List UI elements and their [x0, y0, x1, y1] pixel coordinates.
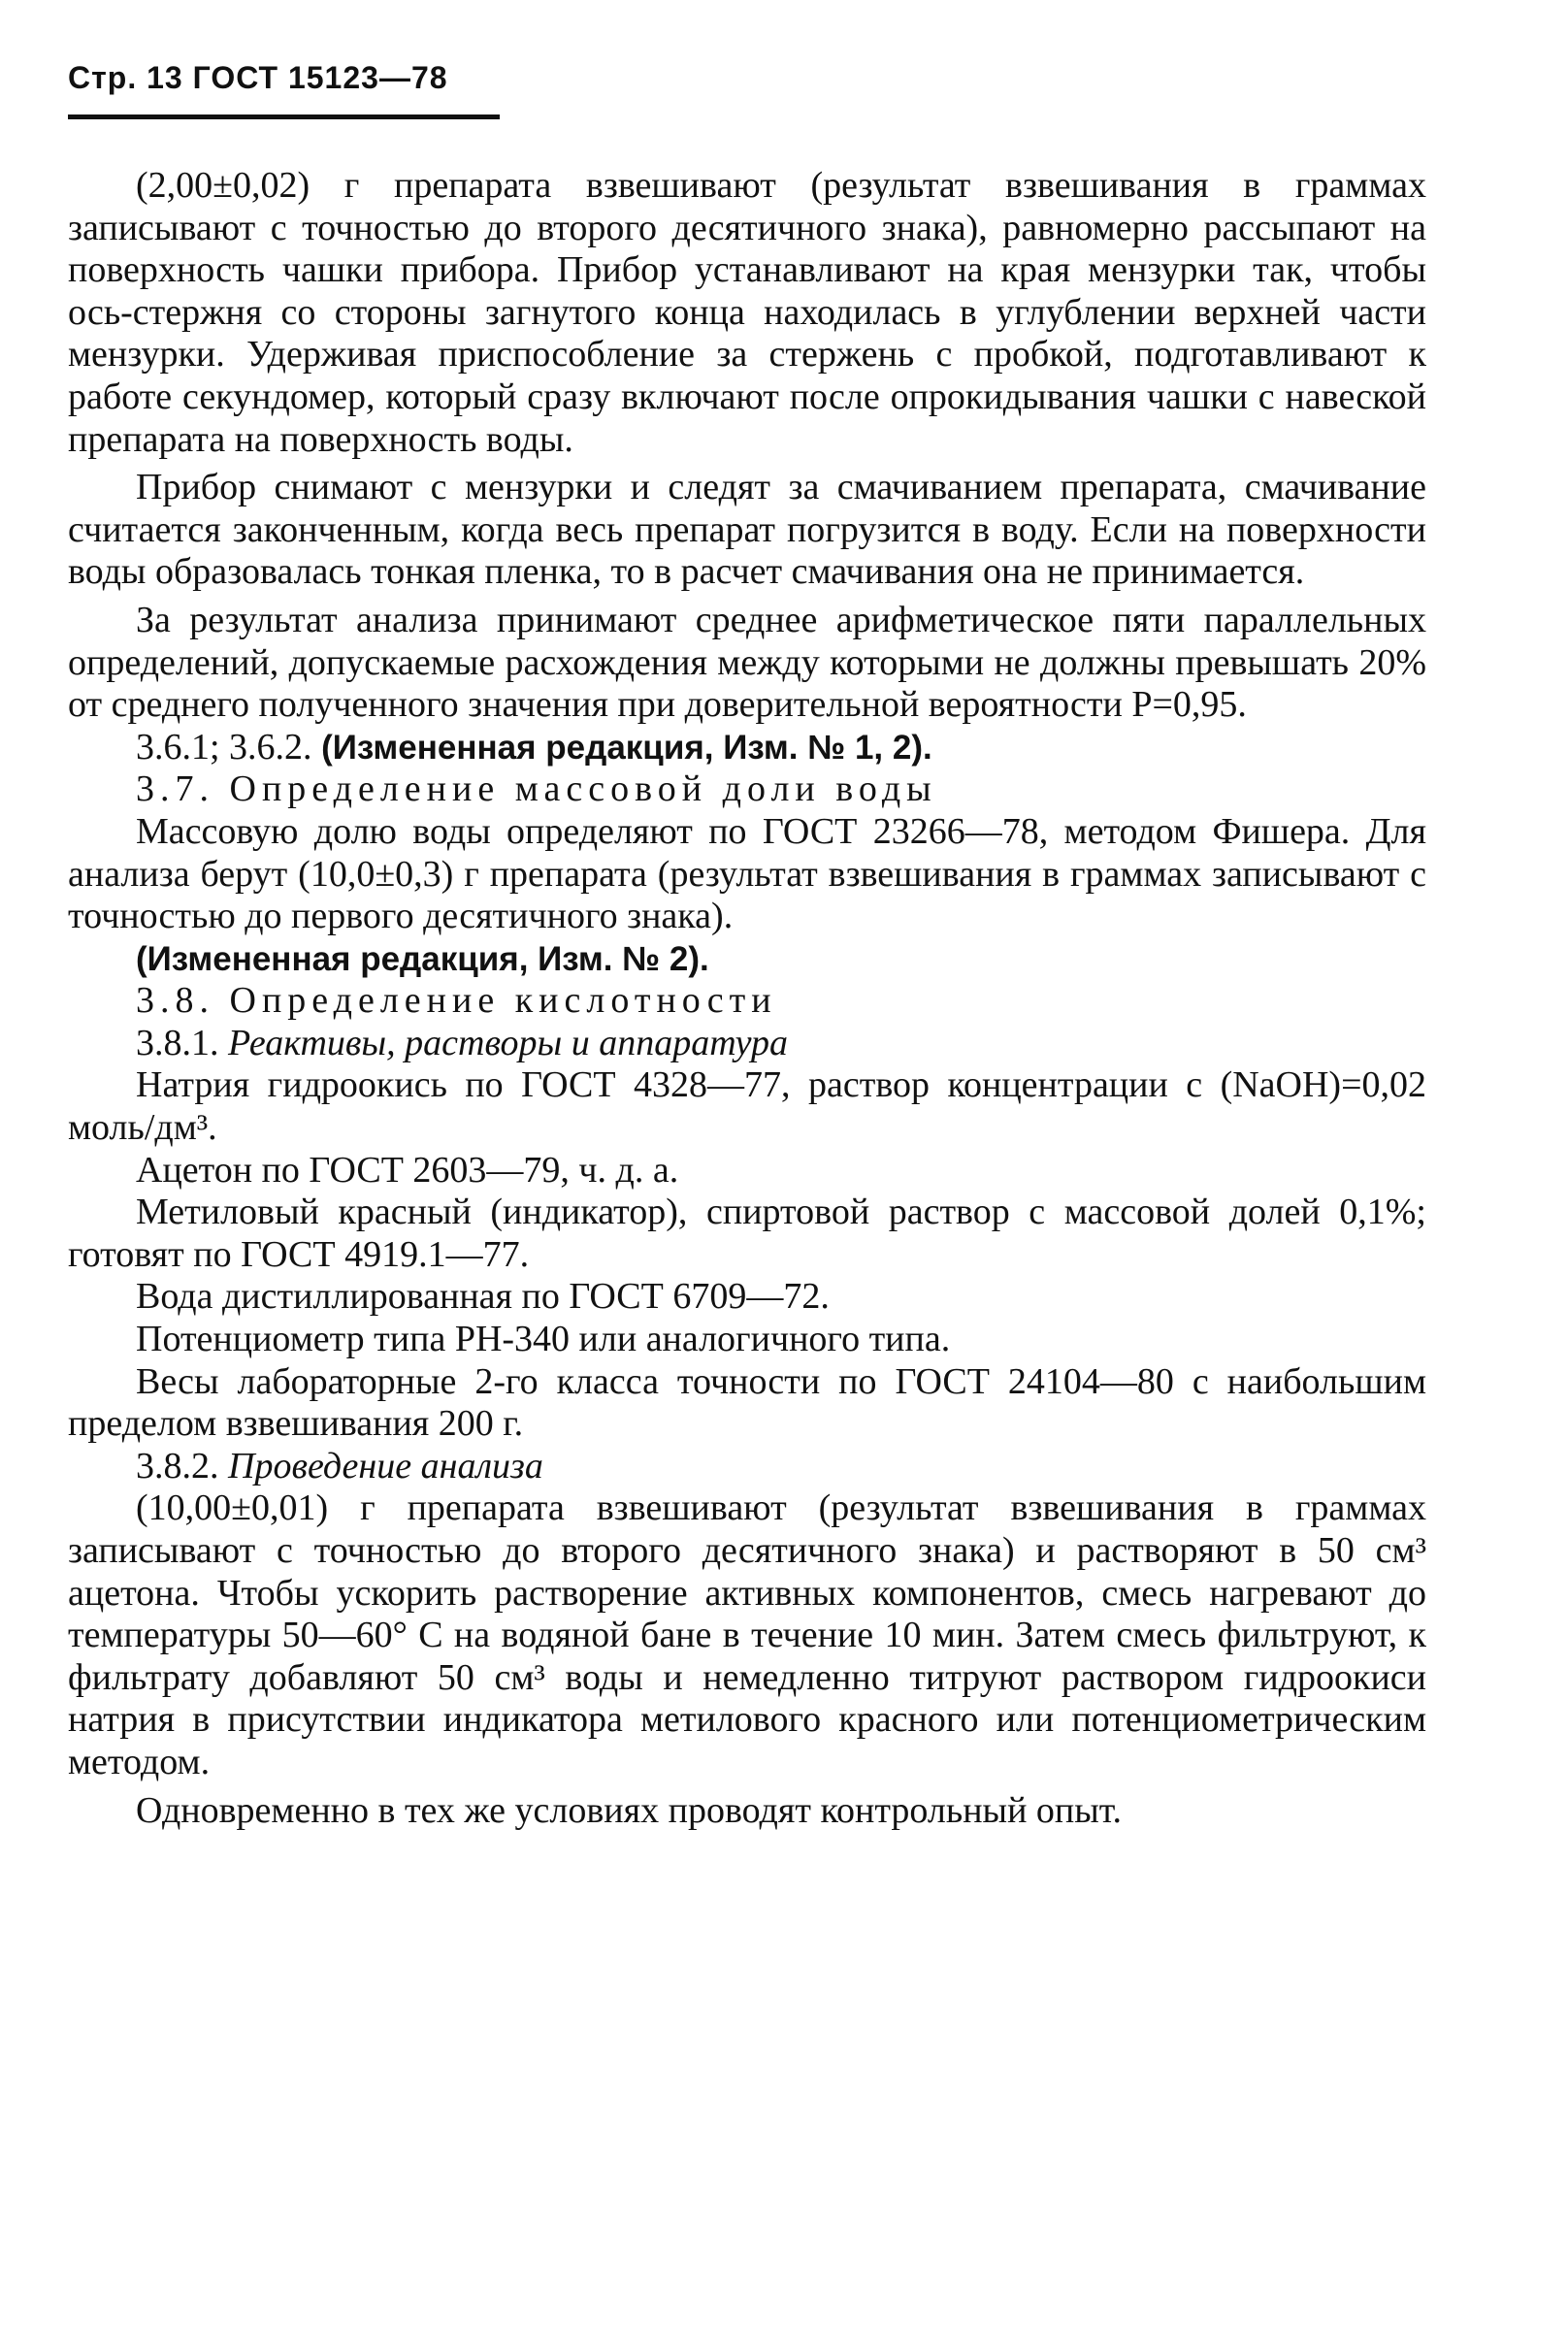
reagent-acetone: Ацетон по ГОСТ 2603—79, ч. д. а.	[136, 1149, 679, 1191]
amendment-note-1	[68, 727, 1426, 769]
paragraph-result: За результат анализа принимают среднее арифметическое пяти параллельных определений, допускаемые расхождения между которыми не должны превышать 20% от среднего полученного значения при доверительной вероятности P=0,95.	[68, 599, 1426, 726]
document-body	[68, 165, 1426, 1832]
amendment-note-2: (Измененная редакция, Изм. № 2).	[136, 939, 709, 978]
header-rule	[68, 114, 500, 119]
paragraph-control-test: Одновременно в тех же условиях проводят контрольный опыт.	[136, 1789, 1123, 1831]
section-3-8-2-title: Проведение анализа	[228, 1445, 543, 1486]
section-3-8-2-heading	[68, 1446, 1426, 1488]
reagent-distilled-water: Вода дистиллированная по ГОСТ 6709—72.	[136, 1276, 830, 1318]
reagent-methyl-red: Метиловый красный (индикатор), спиртовой раствор с массовой долей 0,1%; готовят по ГОСТ 4919.1—77.	[68, 1192, 1426, 1275]
section-3-8-heading: 3.8. Определение кислотности	[136, 980, 777, 1022]
section-3-8-1-number: 3.8.1.	[136, 1022, 228, 1063]
paragraph-weighing: (2,00±0,02) г препарата взвешивают (результат взвешивания в граммах записывают с точностью до второго десятичного знака), равномерно рассыпают на поверхность чашки прибора. Прибор устанавливают на края мензурки так, чтобы ось-стержня со стороны загнутого конца находилась в углублении верхней части мензурки. Удерживая приспособление за стержень с пробкой, подготавливают к работе секундомер, который сразу включают после опрокидывания чашки с навеской препарата на поверхность воды.	[68, 165, 1426, 460]
page-header: Стр. 13 ГОСТ 15123—78	[68, 60, 448, 95]
reagent-sodium-hydroxide: Натрия гидроокись по ГОСТ 4328—77, раствор концентрации c (NaOH)=0,02 моль/дм³.	[68, 1064, 1426, 1149]
section-3-8-1-heading	[68, 1023, 1426, 1065]
paragraph-wetting: Прибор снимают с мензурки и следят за смачиванием препарата, смачивание считается законченным, когда весь препарат погрузится в воду. Если на поверхности воды образовалась тонкая пленка, то в расчет смачивания она не принимается.	[68, 467, 1426, 593]
paragraph-procedure: (10,00±0,01) г препарата взвешивают (результат взвешивания в граммах записывают с точностью до второго десятичного знака) и растворяют в 50 см³ ацетона. Чтобы ускорить растворение активных компонентов, смесь нагревают до температуры 50—60° С на водяной бане в течение 10 мин. Затем смесь фильтруют, к фильтрату добавляют 50 см³ воды и немедленно титруют раствором гидроокиси натрия в присутствии индикатора метилового красного или потенциометрическим методом.	[68, 1487, 1426, 1782]
apparatus-potentiometer: Потенциометр типа РН-340 или аналогичного типа.	[136, 1319, 951, 1360]
amendment-note-1-prefix: 3.6.1; 3.6.2.	[136, 726, 322, 768]
section-3-7-heading: 3.7. Определение массовой доли воды	[136, 768, 937, 810]
section-3-8-1-title: Реактивы, растворы и аппаратура	[228, 1022, 789, 1063]
paragraph-water-content: Массовую долю воды определяют по ГОСТ 23266—78, методом Фишера. Для анализа берут (10,0±0,3) г препарата (результат взвешивания в граммах записывают с точностью до первого десятичного знака).	[68, 810, 1426, 937]
amendment-note-1-text: (Измененная редакция, Изм. № 1, 2).	[321, 728, 932, 767]
section-3-8-2-number: 3.8.2.	[136, 1445, 228, 1486]
apparatus-scales: Весы лабораторные 2-го класса точности по ГОСТ 24104—80 с наибольшим пределом взвешивания 200 г.	[68, 1360, 1426, 1445]
